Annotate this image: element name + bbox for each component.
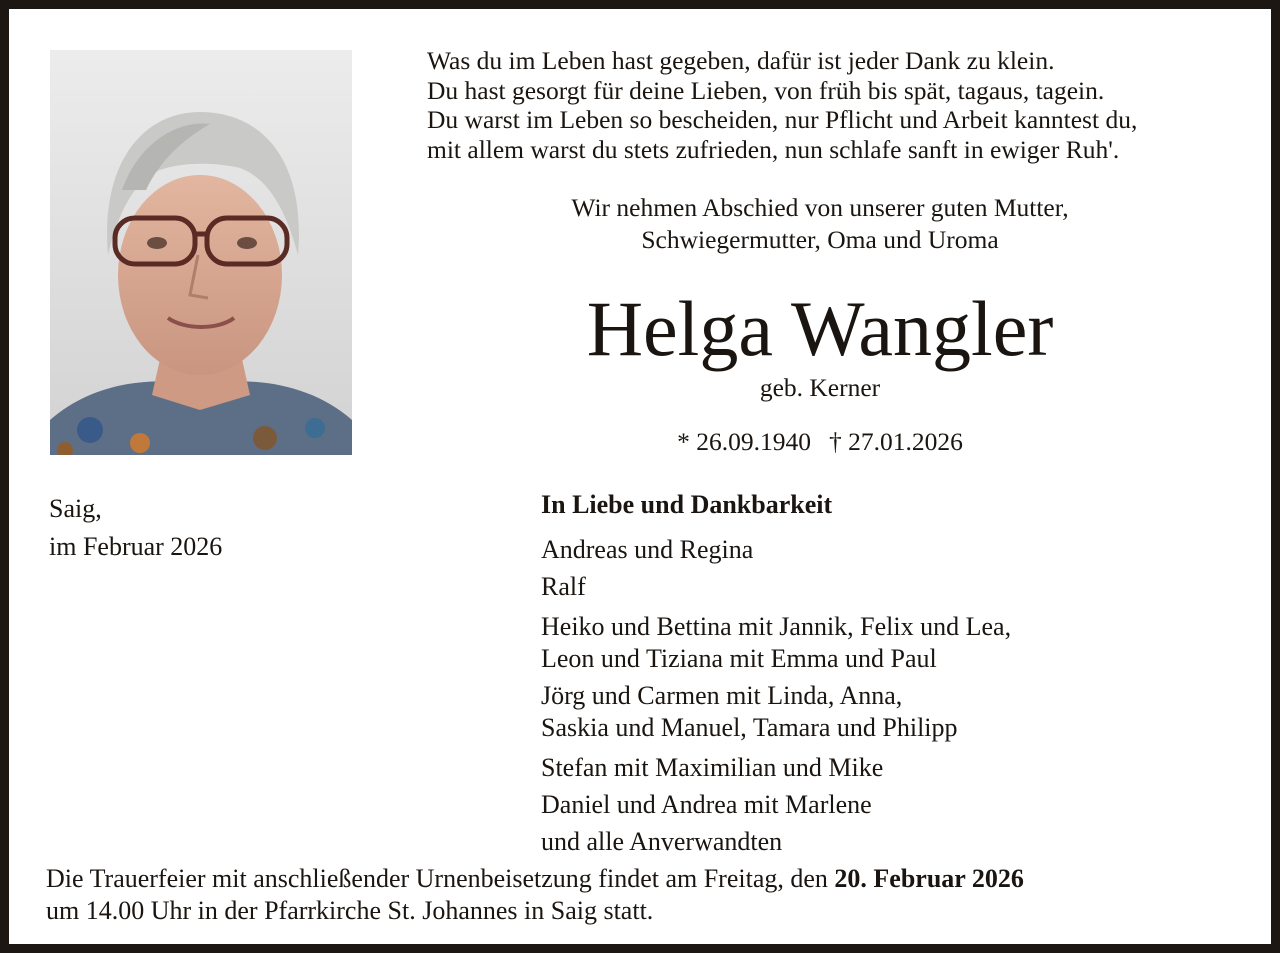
maiden-name: geb. Kerner [759,373,881,402]
memorial-poem: Was du im Leben hast gegeben, dafür ist jeder Dank zu klein. Du hast gesorgt für deine Lieben, von früh bis spät, tagaus, tagein. Du warst im Leben so bescheiden, nur Pflicht und Arbeit kanntest du, mit allem warst du stets zufrieden, nun schlafe sanft in ewiger Ruh'. [427,46,1138,164]
ceremony-text-details: um 14.00 Uhr in der Pfarrkirche St. Johannes in Saig statt. [46,896,654,925]
portrait-photo [50,50,352,455]
ceremony-notice [46,863,1024,927]
life-dates [429,427,1211,457]
family-line: Daniel und Andrea mit Marlene [541,790,872,819]
family-line: Andreas und Regina [541,535,754,564]
ceremony-date: 20. Februar 2026 [834,864,1024,893]
family-line: Heiko und Bettina mit Jannik, Felix und Lea, Leon und Tiziana mit Emma und Paul [541,612,1012,673]
family-line: Jörg und Carmen mit Linda, Anna, Saskia und Manuel, Tamara und Philipp [541,681,958,742]
place-and-date: Saig, im Februar 2026 [49,494,223,561]
family-line: Stefan mit Maximilian und Mike [541,753,884,782]
family-list [541,531,1011,860]
birth-date: * 26.09.1940 [677,427,811,456]
gratitude-heading: In Liebe und Dankbarkeit [541,490,833,519]
death-date: † 27.01.2026 [829,427,963,456]
ceremony-text-intro: Die Trauerfeier mit anschließender Urnenbeisetzung findet am Freitag, den [46,864,835,893]
farewell-text: Wir nehmen Abschied von unserer guten Mutter, Schwiegermutter, Oma und Uroma [571,193,1069,254]
deceased-name: Helga Wangler [586,285,1054,372]
portrait-image [50,50,352,455]
family-line: Ralf [541,572,586,601]
family-line: und alle Anverwandten [541,827,783,856]
